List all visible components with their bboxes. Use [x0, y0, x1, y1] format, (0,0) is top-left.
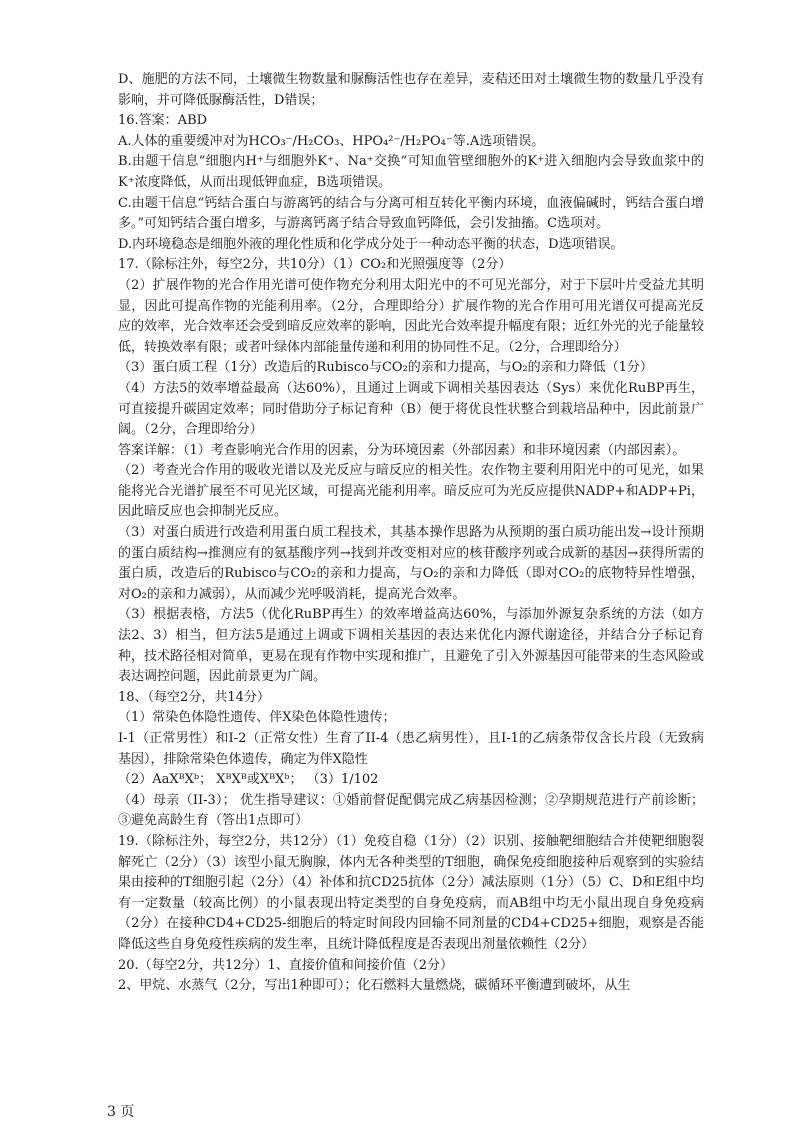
paragraph: A.人体的重要缓冲对为HCO₃⁻/H₂CO₃、HPO₄²⁻/H₂PO₄⁻等.A选项错误。	[118, 133, 545, 149]
paragraph: I-1（正常男性）和I-2（正常女性）生育了II-4（患乙病男性），且I-1的乙病条带仅含长片段（无致病基因），排除常染色体遗传，确定为伴X隐性	[118, 731, 704, 767]
paragraph: D.内环境稳态是细胞外液的理化性质和化学成分处于一种动态平衡的状态，D选项错误。	[118, 236, 624, 252]
paragraph: 16.答案：ABD	[118, 113, 208, 129]
paragraph: （4）方法5的效率增益最高（达60%），且通过上调或下调相关基因表达（Sys）来优化RuBP再生，可直接提升碳固定效率；同时借助分子标记育种（B）便于将优良性状整合到栽培品种中，因此前景广阔。（2分，合理即给分）	[118, 380, 704, 438]
paragraph: 20.（每空2分，共12分）1、直接价值和间接价值（2分）	[118, 957, 454, 973]
paragraph: （2）考查光合作用的吸收光谱以及光反应与暗反应的相关性。农作物主要利用阳光中的可见光，如果能将光合光谱扩展至不可见光区域，可提高光能利用率。暗反应可为光反应提供NADP+和ADP+Pi，因此暗反应也会抑制光反应。	[118, 463, 704, 520]
paragraph: 18、（每空2分，共14分）	[118, 689, 270, 705]
paragraph: （2）AaXᴮXᵇ； XᴮXᴮ或XᴮXᵇ； （3）1/102	[118, 772, 379, 788]
paragraph: （3）根据表格，方法5（优化RuBP再生）的效率增益高达60%，与添加外源复杂系统的方法（如方法2、3）相当，但方法5是通过上调或下调相关基因的表达来优化内源代谢途径，并结合分子标记育种，技术路径相对简单，更易在现有作物中实现和推广，且避免了引入外源基因可能带来的生态风险或表达调控问题，因此前景更为广阔。	[118, 607, 704, 685]
paragraph: 17.（除标注外，每空2分，共10分）（1）CO₂和光照强度等（2分）	[118, 257, 512, 273]
paragraph: D、施肥的方法不同，土壤微生物数量和脲酶活性也存在差异，麦秸还田对土壤微生物的数量几乎没有影响，并可降低脲酶活性，D错误；	[118, 72, 704, 108]
answer-text-block	[118, 70, 704, 997]
page-number: 3 页	[107, 1104, 135, 1120]
paragraph: （3）对蛋白质进行改造利用蛋白质工程技术，其基本操作思路为从预期的蛋白质功能出发→设计预期的蛋白质结构→推测应有的氨基酸序列→找到并改变相对应的核苷酸序列或合成新的基因→获得所需的蛋白质，改造后的Rubisco与CO₂的亲和力提高，与O₂的亲和力降低（即对CO₂的底物特异性增强，对O₂的亲和力减弱），从而减少光呼吸消耗，提高光合效率。	[118, 525, 704, 602]
paragraph: （1）常染色体隐性遗传、伴X染色体隐性遗传；	[118, 710, 396, 726]
paragraph: （4）母亲（II-3）； 优生指导建议：①婚前督促配偶完成乙病基因检测；②孕期规范进行产前诊断；③避免高龄生育（答出1点即可）	[118, 792, 704, 829]
paragraph: （2）扩展作物的光合作用光谱可使作物充分利用太阳光中的不可见光部分，对于下层叶片受益尤其明显，因此可提高作物的光能利用率。（2分，合理即给分）扩展作物的光合作用可用光谱仅可提高光反应的效率，光合效率还会受到暗反应效率的影响，因此光合效率提升幅度有限；近红外光的光子能量较低，转换效率有限；或者叶绿体内部能量传递和利用的协同性不足。（2分，合理即给分）	[118, 277, 704, 355]
paragraph: 2、甲烷、水蒸气（2分，写出1种即可）；化石燃料大量燃烧，碳循环平衡遭到破坏，从生	[118, 978, 631, 994]
paragraph: （3）蛋白质工程（1分）改造后的Rubisco与CO₂的亲和力提高，与O₂的亲和力降低（1分）	[118, 360, 653, 376]
paragraph: 答案详解：（1）考查影响光合作用的因素，分为环境因素（外部因素）和非环境因素（内部因素）。	[118, 442, 686, 458]
paragraph: B.由题干信息“细胞内H⁺与细胞外K⁺、Na⁺交换”可知血管壁细胞外的K⁺进入细胞内会导致血浆中的K⁺浓度降低，从而出现低钾血症，B选项错误。	[118, 154, 704, 190]
paragraph: C.由题干信息“钙结合蛋白与游离钙的结合与分离可相互转化平衡内环境，血液偏碱时，钙结合蛋白增多。”可知钙结合蛋白增多，与游离钙离子结合导致血钙降低，会引发抽搐。C选项对。	[118, 195, 704, 232]
paragraph: 19.（除标注外，每空2分，共12分）（1）免疫自稳（1分）（2）识别、接触靶细胞结合并使靶细胞裂解死亡（2分）（3）该型小鼠无胸腺，体内无各种类型的T细胞，确保免疫细胞接种后观察到的实验结果由接种的T细胞引起（2分）（4）补体和抗CD25抗体（2分）减法原则（1分）（5）C、D和E组中均有一定数量（较高比例）的小鼠表现出特定类型的自身免疫病，而AB组中均无小鼠出现自身免疫病（2分）在接种CD4+CD25-细胞后的特定时间段内回输不同剂量的CD4+CD25+细胞，观察是否能降低这些自身免疫性疾病的发生率，且统计降低程度是否表现出剂量依赖性（2分）	[118, 833, 704, 952]
